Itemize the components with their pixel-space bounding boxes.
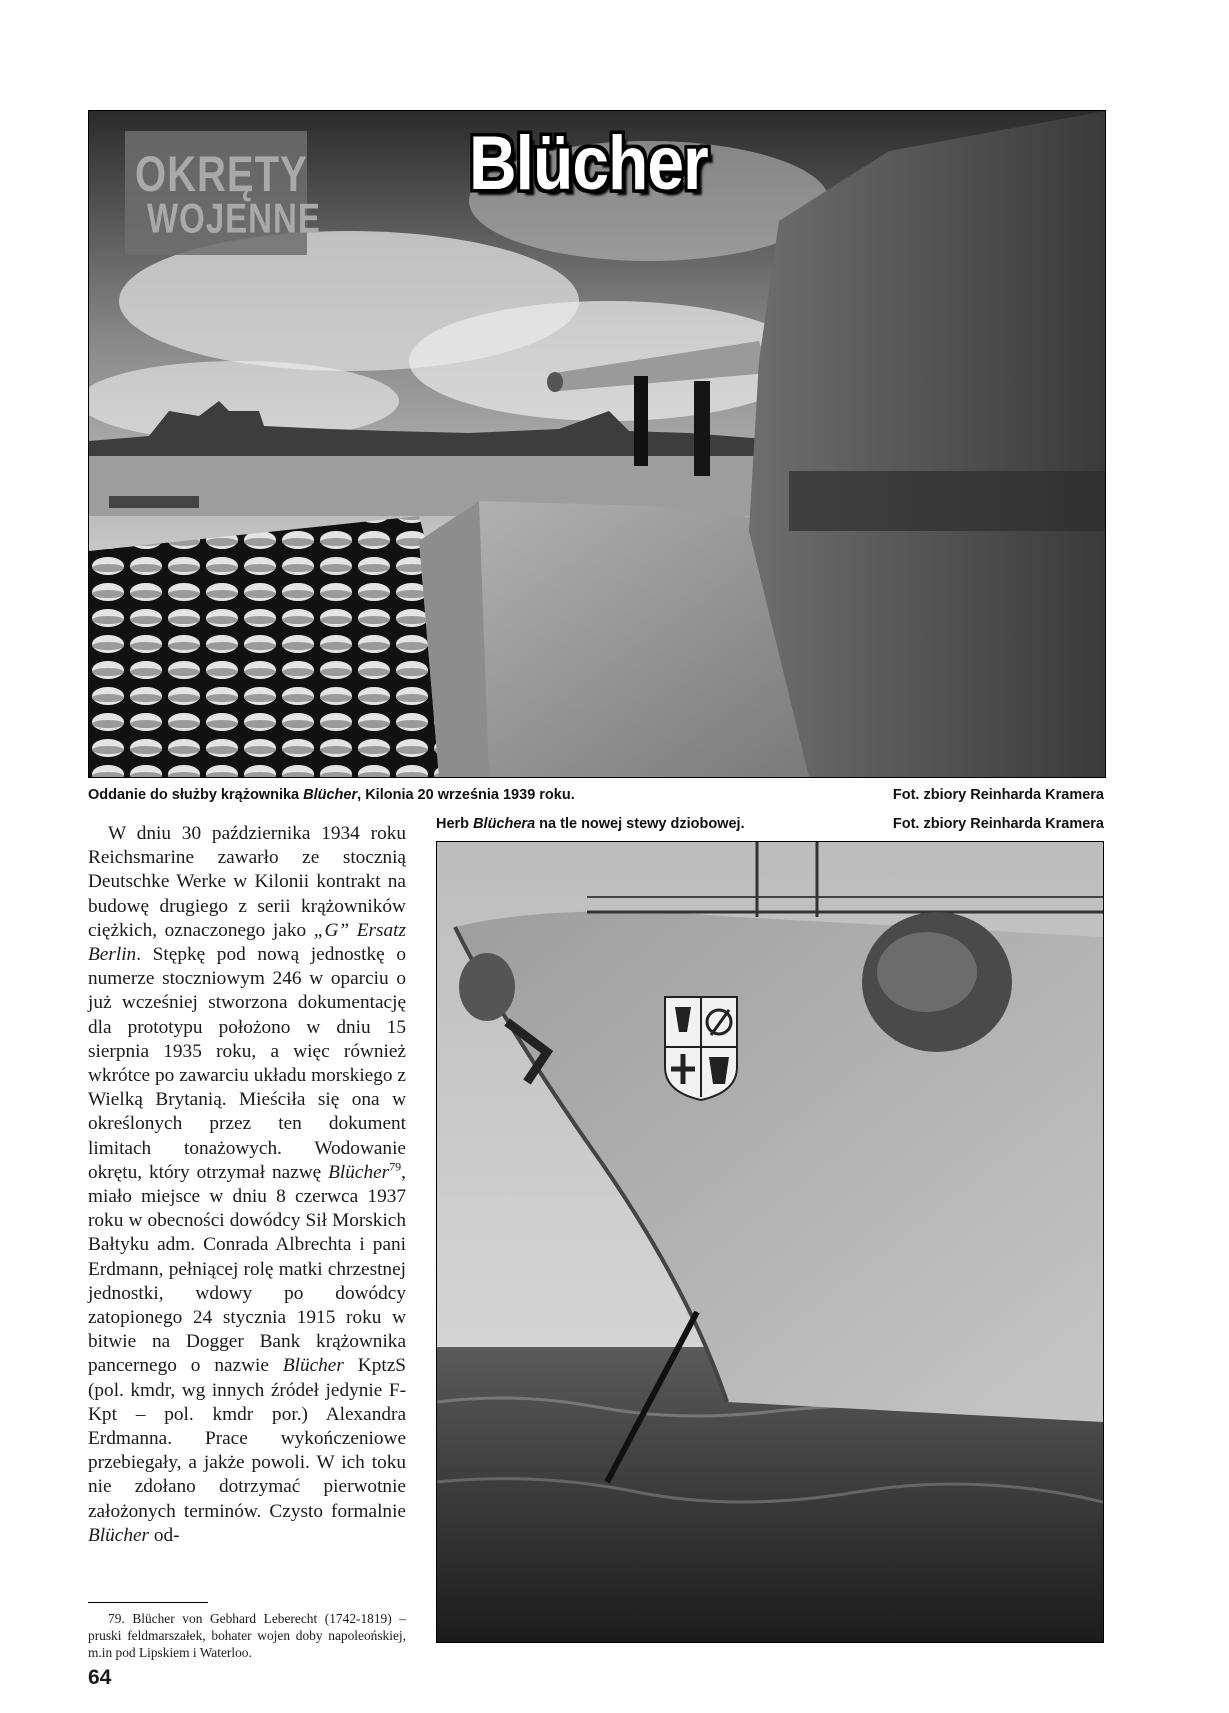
italic-run: Blücher xyxy=(282,1355,344,1377)
article-body xyxy=(88,822,406,1548)
text-run: W dniu 30 października 1934 roku Reichsmarine zawarło ze stocznią Deutschke Werke w Kilonii kontrakt na budowę drugiego z serii krążowników ciężkich, oznaczonego jako xyxy=(88,823,406,941)
caption-text: Herb xyxy=(436,816,474,832)
top-photo-caption xyxy=(88,787,575,803)
italic-run: „G” Ersatz Berlin xyxy=(88,919,406,966)
footnote-text: 79. Blücher von Gebhard Leberecht (1742-1819) – pruski feldmarszałek, bohater wojen doby napoleońskiej, m.in pod Lipskiem i Waterloo. xyxy=(88,1611,406,1660)
right-photo-credit: Fot. zbiory Reinharda Kramera xyxy=(892,816,1104,832)
caption-ship-name: Blücher xyxy=(303,787,358,803)
text-run: KptzS (pol. kmdr, wg innych źródeł jedynie F-Kpt – pol. kmdr por.) Alexandra Erdmanna. Prace wykończeniowe przebiegały, a jakże powoli. W ich toku nie zdołano dotrzymać pierwotnie założonych terminów. Czysto formalnie xyxy=(88,1355,406,1522)
italic-run: Blücher xyxy=(88,1524,150,1546)
italic-run: Blücher xyxy=(328,1161,390,1183)
page-number: 64 xyxy=(88,1666,112,1689)
magazine-logo xyxy=(125,131,321,255)
text-run: , miało miejsce w dniu 8 czerwca 1937 roku w obecności dowódcy Sił Morskich Bałtyku adm. Conrada Albrechta i pani Erdmann, pełniącej rolę matki chrzestnej jednostki, wdowy po dowódcy zatopionego 24 stycznia 1915 roku w bitwie na Dogger Bank krążownika pancernego o nazwie xyxy=(88,1161,406,1377)
top-photo xyxy=(88,110,1106,778)
logo-line-1: OKRĘTY xyxy=(135,147,308,202)
caption-ship-name: Blüchera xyxy=(473,816,536,832)
bow-coat-of-arms-photo xyxy=(437,842,1103,1642)
page-title: Blücher xyxy=(469,120,708,206)
caption-text-end: na tle nowej stewy dziobowej. xyxy=(535,816,745,832)
text-run: od- xyxy=(149,1524,180,1546)
logo-line-2: WOJENNE xyxy=(147,195,321,242)
text-run: . Stępkę pod nową jednostkę o numerze stoczniowym 246 w oparciu o już wcześniej stworzona dokumentację dla prototypu położono w dniu 15 sierpnia 1935 roku, a więc również wkrótce po zawarciu układu morskiego z Wielką Brytanią. Mieściła się ona w określonych przez ten dokument limitach tonażowych. Wodowanie okrętu, który otrzymał nazwę xyxy=(88,944,406,1183)
right-photo xyxy=(436,841,1104,1643)
caption-text-end: , Kilonia 20 września 1939 roku. xyxy=(357,787,575,803)
footnote-divider xyxy=(88,1602,208,1603)
caption-text: Oddanie do służby krążownika xyxy=(88,787,304,803)
footnote-reference: 79 xyxy=(389,1159,402,1174)
top-photo-credit: Fot. zbiory Reinharda Kramera xyxy=(892,787,1104,803)
right-photo-caption xyxy=(436,816,745,832)
footnote xyxy=(88,1610,406,1661)
article-paragraph xyxy=(88,822,406,1548)
